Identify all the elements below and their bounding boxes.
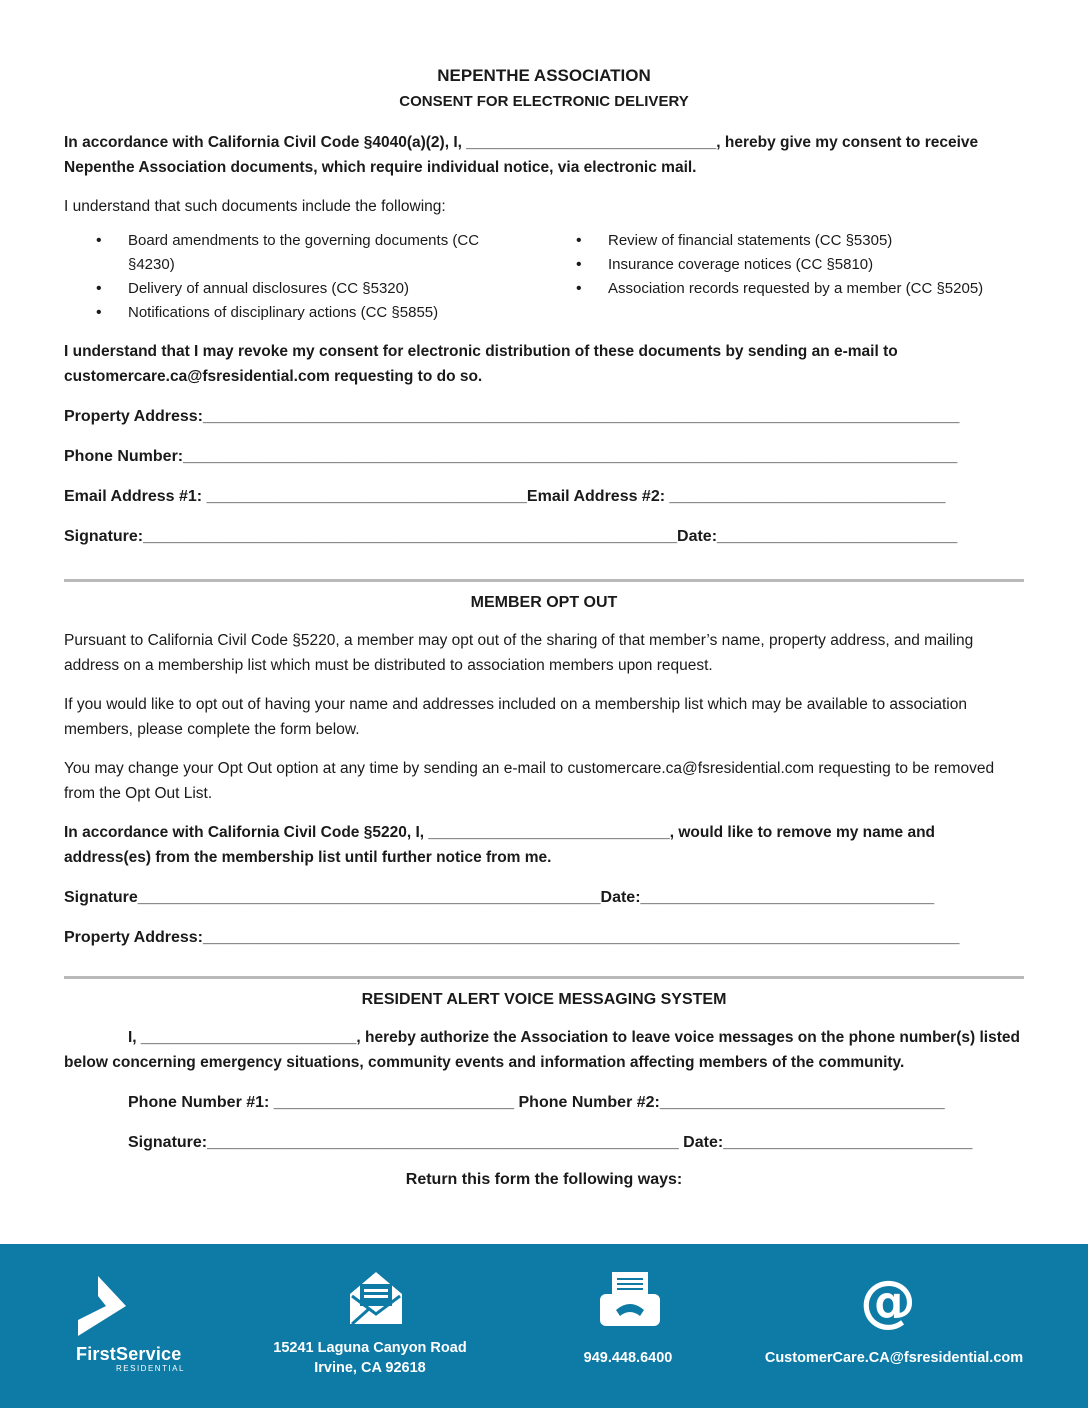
brand-subtitle: RESIDENTIAL <box>116 1364 185 1373</box>
list-item: • Association records requested by a member (CC §5205) <box>544 277 1024 301</box>
opt-out-title: MEMBER OPT OUT <box>470 594 618 611</box>
email-address-fields[interactable]: Email Address #1: ____________________________________Email Address #2: _______________________________ <box>64 488 946 505</box>
document-page <box>64 64 1024 1189</box>
document-list-right <box>544 229 1024 325</box>
email-contact[interactable]: CustomerCare.CA@fsresidential.com <box>764 1350 1024 1366</box>
address-line-1: 15241 Laguna Canyon Road <box>273 1340 467 1356</box>
voice-messaging-title: RESIDENT ALERT VOICE MESSAGING SYSTEM <box>361 991 727 1008</box>
document-list-left <box>64 229 544 325</box>
mail-envelope-icon <box>348 1270 404 1331</box>
opt-out-statement: In accordance with California Civil Code §5220, I, ____________________________, would like to remove my name and address(es) from the membership list until further notice from me. <box>64 824 936 866</box>
list-item: • Notifications of disciplinary actions (CC §5855) <box>64 301 544 325</box>
section-divider <box>64 976 1024 979</box>
phone-number[interactable]: 949.448.6400 <box>583 1350 673 1366</box>
voice-authorization-text: I, _________________________, hereby authorize the Association to leave voice messages on the phone number(s) listed below concerning emergency situations, community events and information affecting members of the community. <box>64 1029 1020 1071</box>
voice-phone-fields[interactable]: Phone Number #1: ___________________________ Phone Number #2:________________________________ <box>128 1094 945 1111</box>
page-title: NEPENTHE ASSOCIATION <box>437 66 651 85</box>
brand-name: FirstService <box>76 1344 182 1364</box>
page-subtitle: CONSENT FOR ELECTRONIC DELIVERY <box>399 93 689 110</box>
list-item: • Board amendments to the governing documents (CC §4230) <box>64 229 544 277</box>
phone-number-field[interactable]: Phone Number:_______________________________________________________________________________________ <box>64 448 958 465</box>
consent-revoke: I understand that I may revoke my consent for electronic distribution of these documents by sending an e-mail to customercare.ca@fsresidential.com requesting to do so. <box>64 343 898 385</box>
voice-authorization <box>64 1025 1024 1075</box>
mailing-address <box>262 1338 478 1378</box>
list-item: • Review of financial statements (CC §5305) <box>544 229 1024 253</box>
list-item: • Delivery of annual disclosures (CC §5320) <box>64 277 544 301</box>
logo-chevron-icon <box>76 1276 128 1343</box>
section-divider <box>64 579 1024 582</box>
property-address-field[interactable]: Property Address:_____________________________________________________________________________________ <box>64 408 960 425</box>
fax-phone-icon <box>598 1270 662 1333</box>
consent-intro: In accordance with California Civil Code §4040(a)(2), I, _____________________________, hereby give my consent to receive Nepenthe Association documents, which require individual notice, via electronic mail. <box>64 134 979 176</box>
voice-signature-field[interactable]: Signature:_____________________________________________________ Date:____________________________ <box>128 1134 973 1151</box>
return-instructions: Return this form the following ways: <box>405 1171 683 1188</box>
at-sign-icon: @ <box>860 1269 916 1334</box>
list-item: • Insurance coverage notices (CC §5810) <box>544 253 1024 277</box>
opt-out-signature-field[interactable]: Signature____________________________________________________Date:_________________________________ <box>64 889 935 906</box>
address-line-2: Irvine, CA 92618 <box>314 1360 426 1376</box>
opt-out-paragraph-2: If you would like to opt out of having your name and addresses included on a membership list which may be available to association members, please complete the form below. <box>64 696 967 738</box>
opt-out-property-address-field[interactable]: Property Address:_____________________________________________________________________________________ <box>64 929 960 946</box>
document-list <box>64 229 1024 325</box>
opt-out-paragraph-3: You may change your Opt Out option at any time by sending an e-mail to customercare.ca@fsresidential.com requesting to be removed from the Opt Out List. <box>64 760 995 802</box>
signature-date-field[interactable]: Signature:____________________________________________________________Date:___________________________ <box>64 528 958 545</box>
consent-understand: I understand that such documents include the following: <box>64 198 446 215</box>
contact-footer <box>0 1244 1088 1408</box>
opt-out-paragraph-1: Pursuant to California Civil Code §5220, a member may opt out of the sharing of that member’s name, property address, and mailing address on a membership list which must be distributed to association members upon request. <box>64 632 974 674</box>
